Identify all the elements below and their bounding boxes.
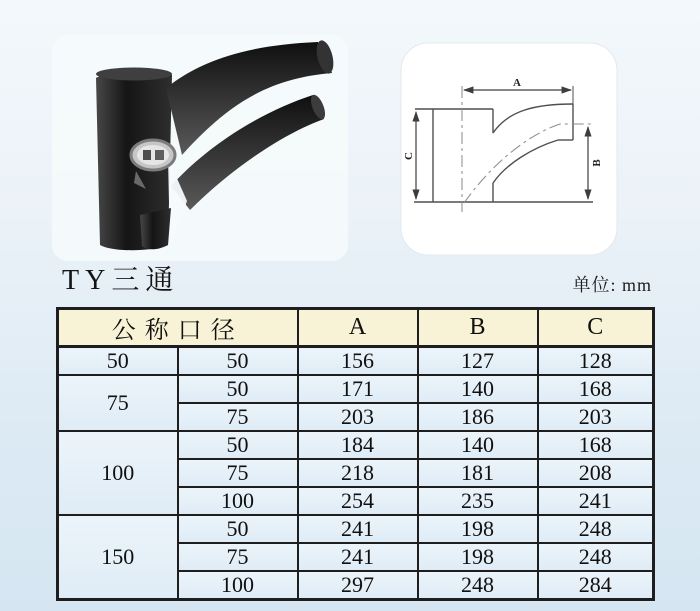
cell-dim-b: 198 [418, 515, 538, 543]
dim-label-c: C [403, 152, 415, 160]
cell-dim-c: 241 [538, 487, 654, 515]
cell-dim-b: 248 [418, 571, 538, 600]
cell-dim-b: 181 [418, 459, 538, 487]
table-row [58, 375, 654, 403]
cell-branch-size: 50 [178, 431, 298, 459]
cell-dim-c: 248 [538, 543, 654, 571]
cell-branch-size: 50 [178, 347, 298, 376]
product-photo [50, 33, 350, 263]
cell-dim-c: 203 [538, 403, 654, 431]
cell-dim-a: 203 [298, 403, 418, 431]
cell-dim-a: 184 [298, 431, 418, 459]
cell-dim-a: 171 [298, 375, 418, 403]
header-col-b: B [418, 309, 538, 347]
cell-dim-a: 297 [298, 571, 418, 600]
cell-dim-c: 168 [538, 431, 654, 459]
cell-dim-a: 241 [298, 515, 418, 543]
fitting-badge-face [137, 145, 169, 165]
cell-branch-size: 75 [178, 543, 298, 571]
cell-dim-c: 284 [538, 571, 654, 600]
cell-branch-size: 75 [178, 403, 298, 431]
fitting-stub [140, 208, 171, 249]
cell-dim-b: 127 [418, 347, 538, 376]
cell-branch-size: 75 [178, 459, 298, 487]
cell-dim-b: 198 [418, 543, 538, 571]
cell-dim-a: 156 [298, 347, 418, 376]
cell-branch-size: 50 [178, 375, 298, 403]
cell-dim-c: 208 [538, 459, 654, 487]
cell-dim-c: 168 [538, 375, 654, 403]
header-col-a: A [298, 309, 418, 347]
cell-dim-c: 128 [538, 347, 654, 376]
page-title: TY三通 [62, 265, 180, 296]
dimensions-table [56, 307, 655, 601]
table-row [58, 347, 654, 376]
cell-dim-b: 140 [418, 431, 538, 459]
badge-mark-1 [143, 150, 151, 160]
table-row [58, 431, 654, 459]
header-col-c: C [538, 309, 654, 347]
fitting-pipe-top [96, 68, 172, 81]
dimension-diagram-svg [400, 42, 618, 256]
dim-label-b: B [591, 159, 603, 167]
cell-branch-size: 100 [178, 571, 298, 600]
dimension-diagram [400, 42, 618, 256]
cell-main-size: 100 [58, 431, 178, 515]
cell-branch-size: 50 [178, 515, 298, 543]
cell-dim-b: 235 [418, 487, 538, 515]
unit-label: 单位: mm [572, 275, 652, 295]
header-nominal-diameter: 公称口径 [58, 309, 298, 347]
cell-dim-a: 241 [298, 543, 418, 571]
cell-dim-a: 218 [298, 459, 418, 487]
fitting-photo-illustration [50, 33, 350, 263]
table-row [58, 515, 654, 543]
dim-label-a: A [513, 77, 521, 89]
cell-branch-size: 100 [178, 487, 298, 515]
cell-main-size: 75 [58, 375, 178, 431]
cell-dim-a: 254 [298, 487, 418, 515]
cell-main-size: 150 [58, 515, 178, 600]
cell-dim-c: 248 [538, 515, 654, 543]
cell-dim-b: 140 [418, 375, 538, 403]
cell-main-size: 50 [58, 347, 178, 376]
badge-mark-2 [155, 150, 164, 160]
table-header-row [58, 309, 654, 347]
cell-dim-b: 186 [418, 403, 538, 431]
